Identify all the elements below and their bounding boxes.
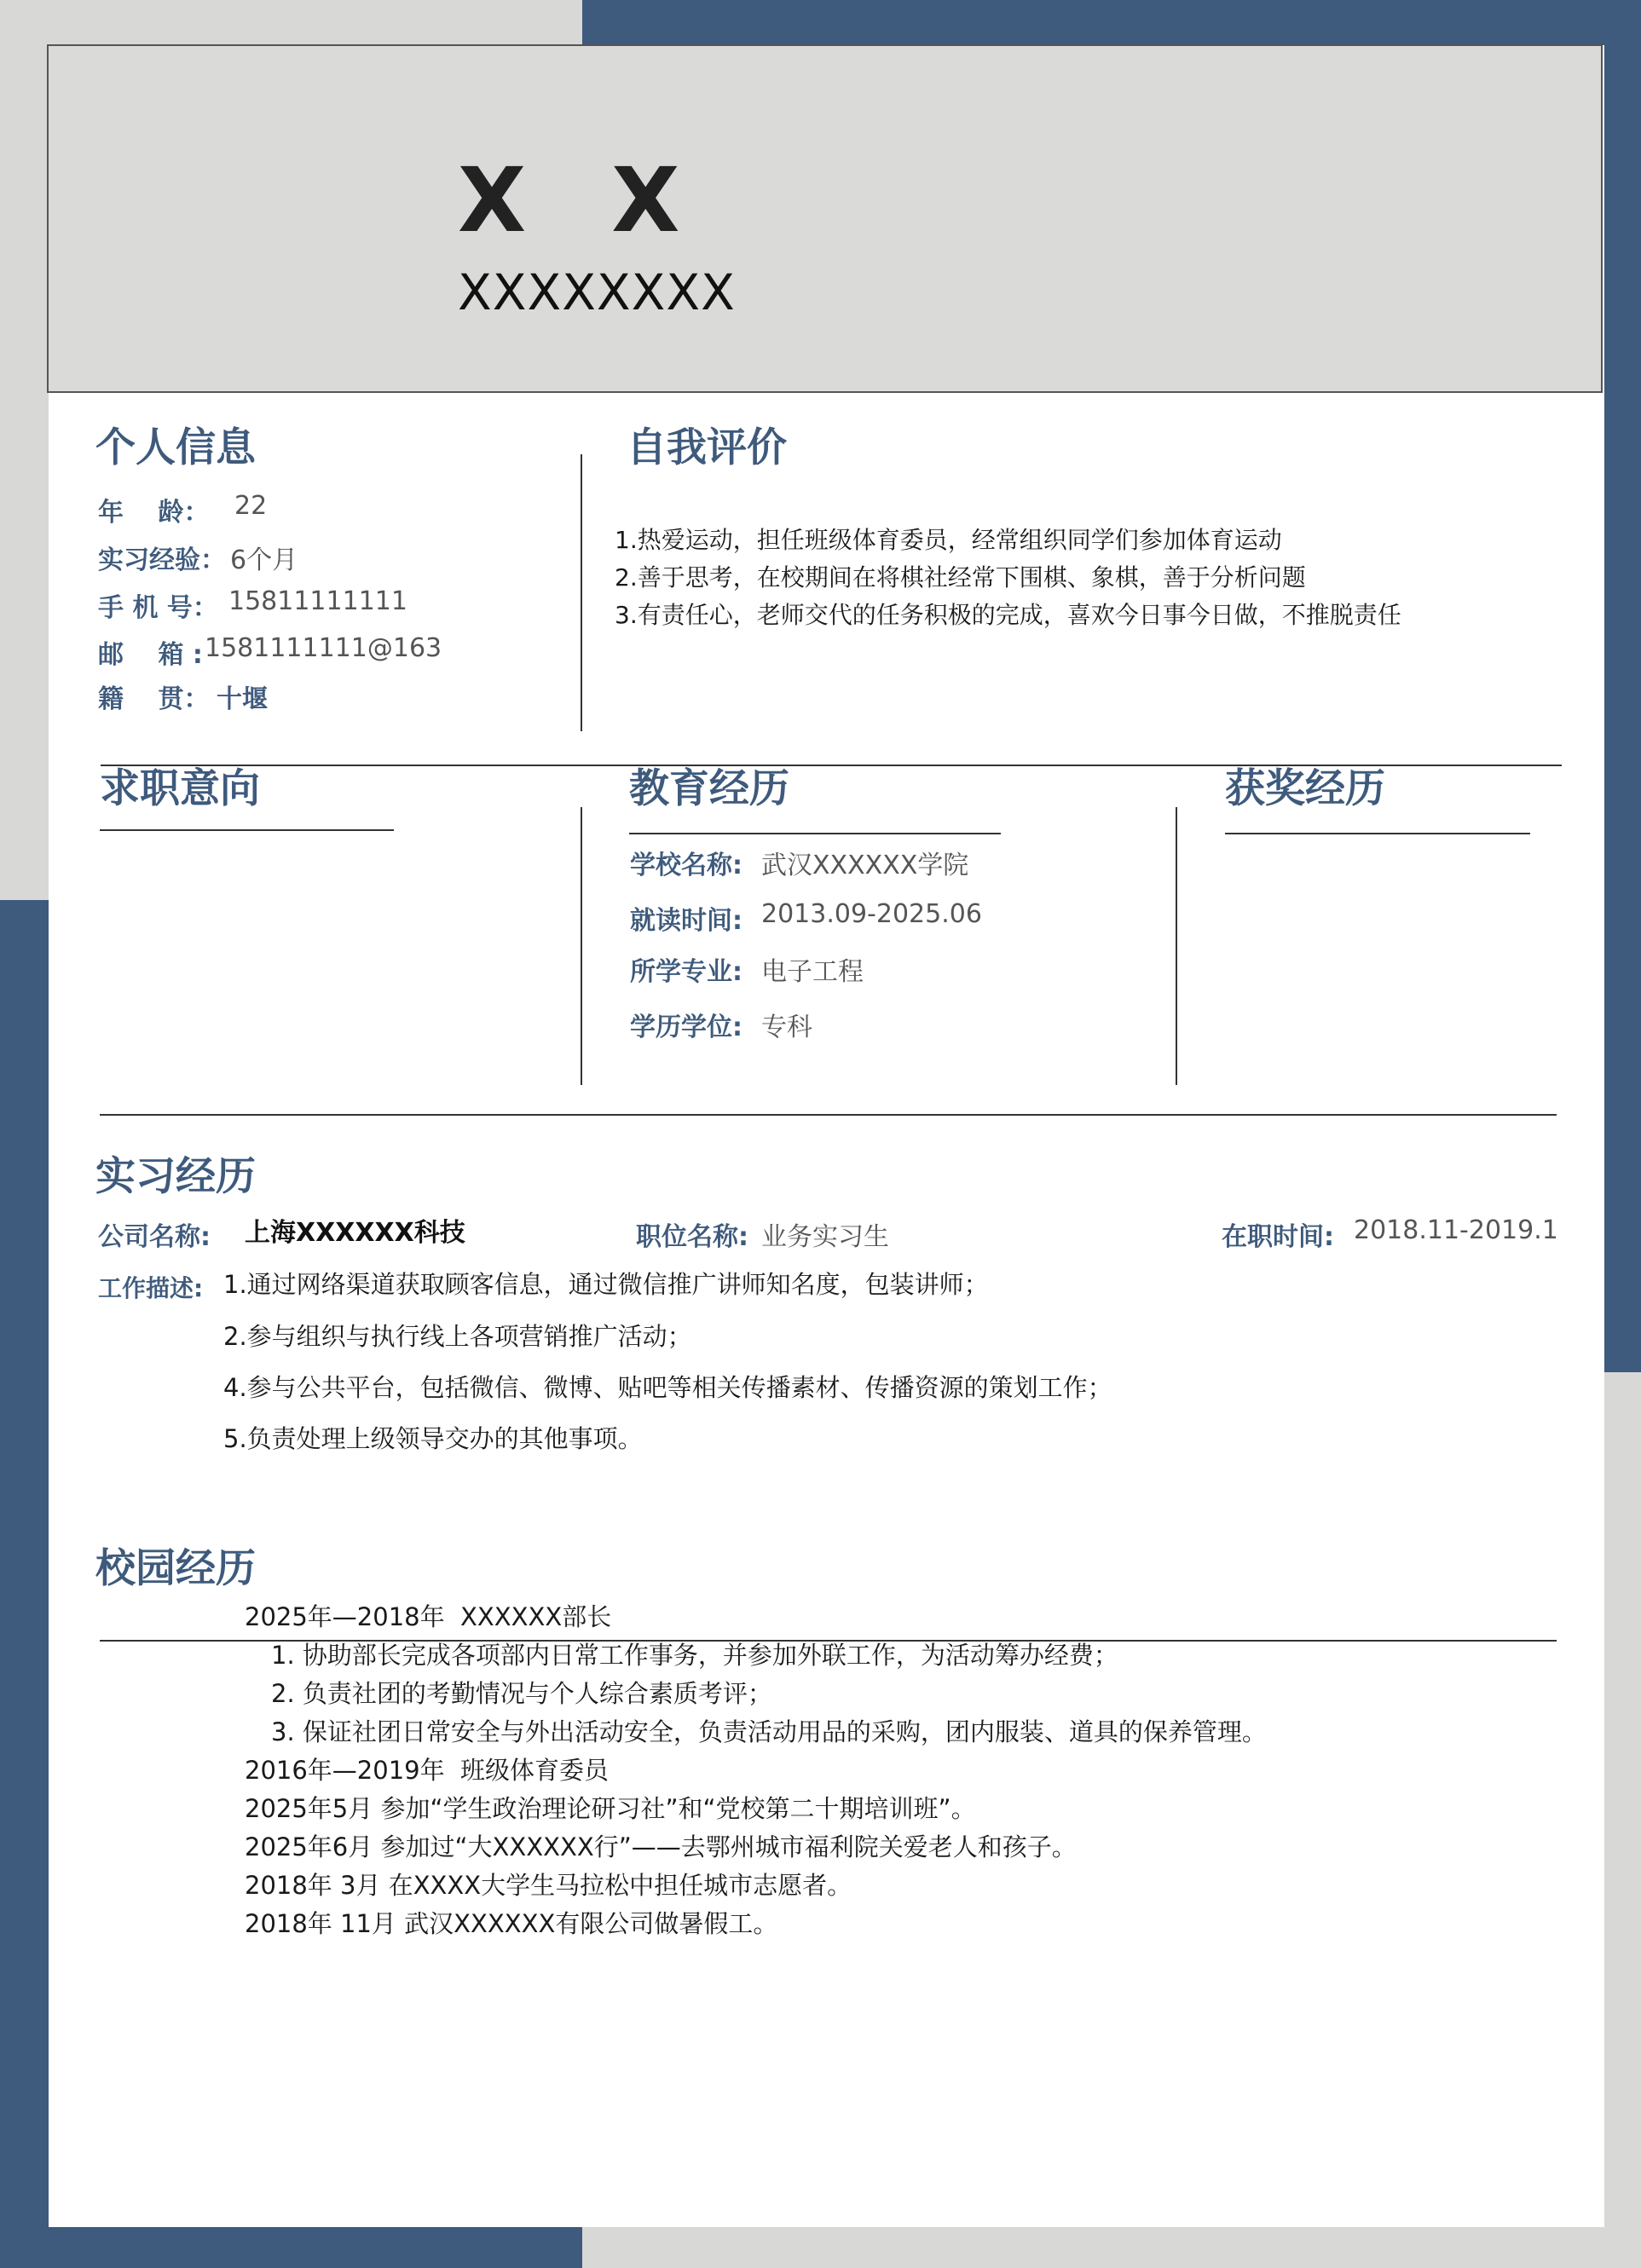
- education-value: 专科: [761, 1013, 812, 1042]
- awards-underline: [1225, 833, 1530, 834]
- personal-value: 6个月: [230, 545, 298, 575]
- divider-horizontal: [100, 1114, 1557, 1116]
- campus-line: 2025年—2018年 XXXXXX部长: [245, 1602, 612, 1631]
- awards-title: 获奖经历: [1225, 765, 1385, 812]
- divider-vertical: [581, 807, 582, 1085]
- personal-label: 邮 箱 :: [98, 640, 203, 670]
- period-value: 2018.11-2019.1: [1354, 1215, 1558, 1245]
- personal-info-title: 个人信息: [95, 424, 256, 471]
- internship-title: 实习经历: [95, 1153, 256, 1200]
- work-desc-item: 2.参与组织与执行线上各项营销推广活动；: [223, 1322, 692, 1351]
- name-first: X: [458, 148, 527, 252]
- campus-line: 2016年—2019年 班级体育委员: [245, 1756, 610, 1785]
- personal-label: 手 机 号：: [98, 593, 218, 623]
- personal-value: 22: [234, 491, 268, 521]
- education-label: 学校名称:: [630, 851, 742, 880]
- divider-vertical: [1176, 807, 1177, 1085]
- company-label: 公司名称:: [98, 1222, 211, 1252]
- campus-line: 2025年6月 参加过“大XXXXXX行”——去鄂州城市福利院关爱老人和孩子。: [245, 1832, 1077, 1861]
- education-underline: [629, 833, 1001, 834]
- name-second: X: [611, 148, 680, 252]
- work-desc-item: 4.参与公共平台，包括微信、微博、贴吧等相关传播素材、传播资源的策划工作；: [223, 1373, 1112, 1402]
- work-desc-item: 1.通过网络渠道获取顾客信息，通过微信推广讲师知名度，包装讲师；: [223, 1270, 989, 1299]
- job-intent-title: 求职意向: [100, 765, 260, 812]
- education-value: 2013.09-2025.06: [761, 899, 982, 929]
- name-title: [458, 148, 679, 252]
- education-title: 教育经历: [629, 765, 789, 812]
- bg-block-bottom-strip: [1069, 2227, 1641, 2268]
- education-label: 所学专业:: [630, 957, 742, 987]
- period-label: 在职时间:: [1222, 1222, 1334, 1252]
- personal-label: 籍 贯：: [98, 684, 210, 714]
- divider-vertical: [581, 454, 582, 731]
- self-eval-item: 2.善于思考，在校期间在将棋社经常下围棋、象棋，善于分析问题: [615, 563, 1306, 592]
- company-value: 上海XXXXXX科技: [245, 1218, 465, 1248]
- education-label: 学历学位:: [630, 1013, 742, 1042]
- self-eval-title: 自我评价: [627, 424, 787, 471]
- education-value: 电子工程: [761, 957, 864, 987]
- campus-line: 3. 保证社团日常安全与外出活动安全，负责活动用品的采购，团内服装、道具的保养管理。: [271, 1717, 1267, 1746]
- header-banner: [47, 44, 1603, 393]
- position-label: 职位名称:: [636, 1222, 748, 1252]
- campus-line: 2. 负责社团的考勤情况与个人综合素质考评；: [271, 1679, 772, 1708]
- work-desc-label: 工作描述:: [98, 1274, 204, 1302]
- job-intent-underline: [100, 829, 394, 831]
- personal-label: 实习经验：: [98, 545, 226, 575]
- education-label: 就读时间:: [630, 906, 742, 936]
- campus-line: 1. 协助部长完成各项部内日常工作事务，并参加外联工作，为活动筹办经费；: [271, 1641, 1118, 1670]
- campus-line: 2025年5月 参加“学生政治理论研习社”和“党校第二十期培训班”。: [245, 1794, 976, 1823]
- position-value: 业务实习生: [761, 1222, 889, 1252]
- education-value: 武汉XXXXXX学院: [761, 851, 969, 880]
- personal-value: 十堰: [217, 684, 268, 714]
- campus-line: 2018年 11月 武汉XXXXXX有限公司做暑假工。: [245, 1909, 778, 1938]
- personal-label: 年 龄：: [98, 498, 210, 528]
- self-eval-item: 3.有责任心，老师交代的任务积极的完成，喜欢今日事今日做，不推脱责任: [615, 601, 1401, 629]
- header-subtitle: XXXXXXXX: [458, 263, 736, 321]
- campus-title: 校园经历: [95, 1545, 256, 1592]
- personal-value: 15811111111: [228, 586, 407, 616]
- self-eval-item: 1.热爱运动，担任班级体育委员，经常组织同学们参加体育运动: [615, 526, 1282, 554]
- personal-value: 1581111111@163: [205, 633, 442, 663]
- campus-line: 2018年 3月 在XXXX大学生马拉松中担任城市志愿者。: [245, 1871, 852, 1900]
- work-desc-item: 5.负责处理上级领导交办的其他事项。: [223, 1424, 643, 1453]
